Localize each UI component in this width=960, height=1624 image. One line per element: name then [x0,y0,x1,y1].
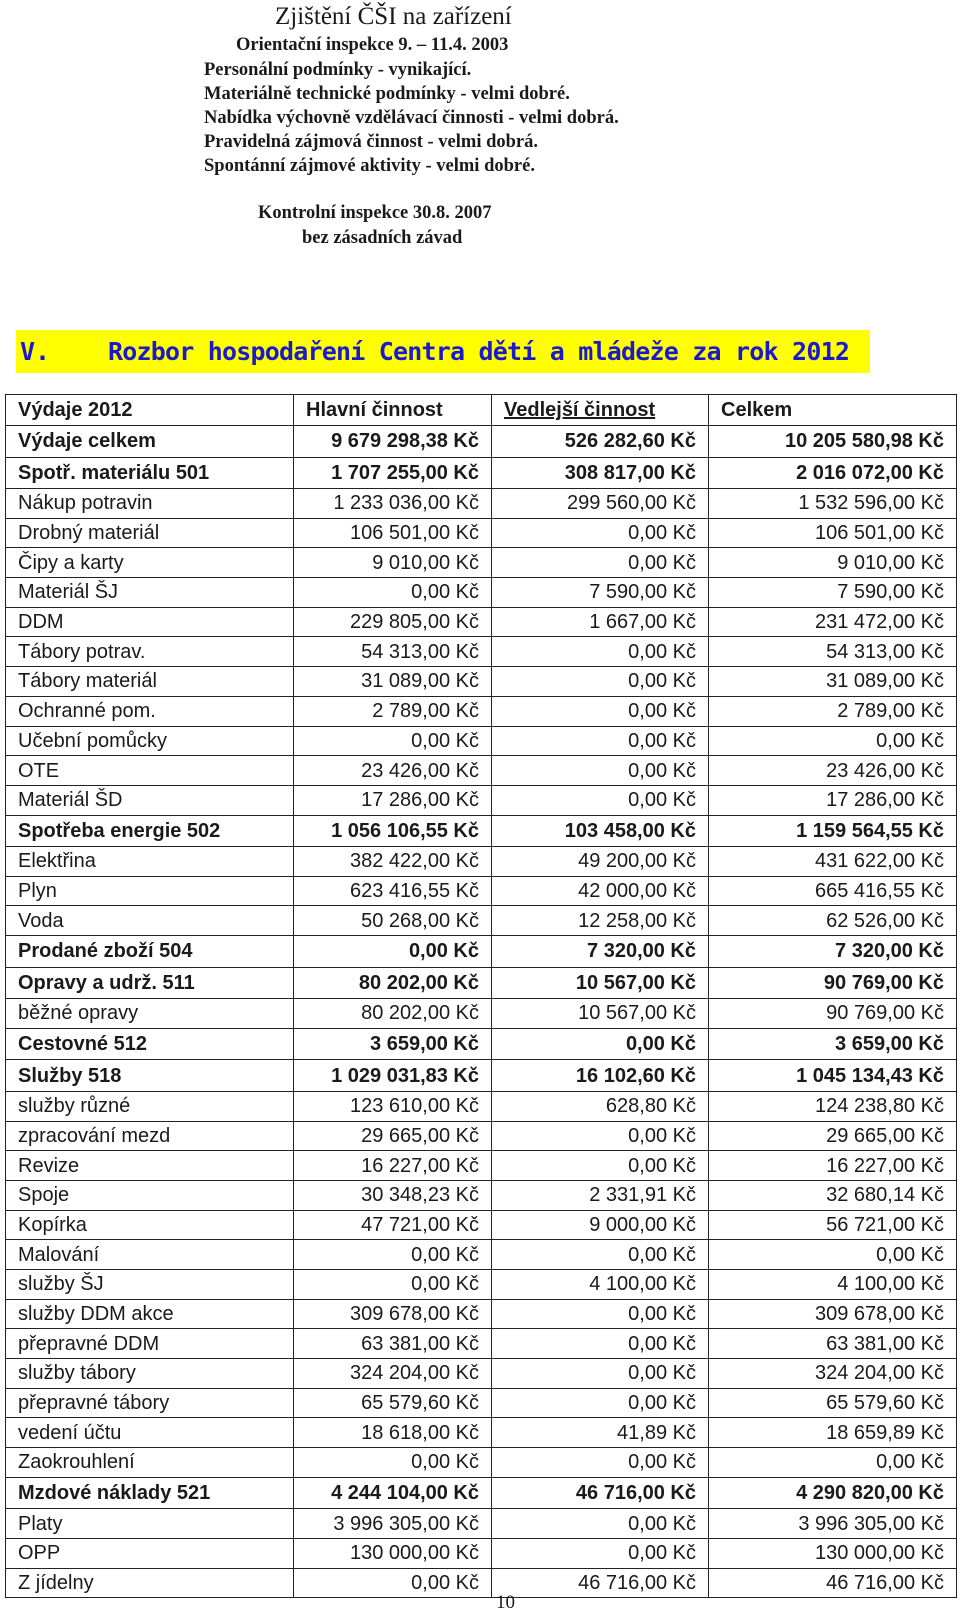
row-label: Z jídelny [6,1568,294,1598]
row-label: OPP [6,1538,294,1568]
table-row [6,1028,957,1060]
column-header: Hlavní činnost [294,395,492,426]
row-label: služby tábory [6,1359,294,1389]
amount-cell: 2 789,00 Kč [709,696,957,726]
amount-cell: 0,00 Kč [492,1028,709,1060]
amount-cell: 1 532 596,00 Kč [709,489,957,519]
amount-cell: 0,00 Kč [294,1240,492,1270]
amount-cell: 1 233 036,00 Kč [294,489,492,519]
row-label: služby ŠJ [6,1269,294,1299]
section-number: V. [20,337,51,366]
amount-cell: 16 227,00 Kč [709,1151,957,1181]
table-row [6,1568,957,1598]
amount-cell: 4 290 820,00 Kč [709,1477,957,1509]
amount-cell: 0,00 Kč [294,1568,492,1598]
amount-cell: 3 659,00 Kč [294,1028,492,1060]
expenses-table [5,394,957,1598]
amount-cell: 299 560,00 Kč [492,489,709,519]
row-label: Nákup potravin [6,489,294,519]
table-row [6,607,957,637]
amount-cell: 0,00 Kč [492,1509,709,1539]
amount-cell: 0,00 Kč [492,637,709,667]
amount-cell: 65 579,60 Kč [709,1388,957,1418]
amount-cell: 0,00 Kč [492,518,709,548]
table-row [6,578,957,608]
amount-cell: 56 721,00 Kč [709,1210,957,1240]
amount-cell: 42 000,00 Kč [492,876,709,906]
row-label: běžné opravy [6,999,294,1029]
amount-cell: 63 381,00 Kč [709,1329,957,1359]
amount-cell: 130 000,00 Kč [294,1538,492,1568]
table-row [6,1121,957,1151]
table-row [6,876,957,906]
row-label: Platy [6,1509,294,1539]
amount-cell: 31 089,00 Kč [709,667,957,697]
amount-cell: 46 716,00 Kč [492,1568,709,1598]
amount-cell: 229 805,00 Kč [294,607,492,637]
table-row [6,1060,957,1092]
column-header: Celkem [709,395,957,426]
amount-cell: 0,00 Kč [709,1448,957,1478]
row-label: DDM [6,607,294,637]
amount-cell: 1 159 564,55 Kč [709,815,957,847]
amount-cell: 18 659,89 Kč [709,1418,957,1448]
amount-cell: 17 286,00 Kč [709,785,957,815]
table-row [6,637,957,667]
table-row [6,1329,957,1359]
amount-cell: 9 000,00 Kč [492,1210,709,1240]
row-label: služby DDM akce [6,1299,294,1329]
amount-cell: 47 721,00 Kč [294,1210,492,1240]
table-row [6,726,957,756]
amount-cell: 0,00 Kč [492,1151,709,1181]
finding-line: Personální podmínky - vynikající. [204,60,472,80]
row-label: Voda [6,906,294,936]
amount-cell: 41,89 Kč [492,1418,709,1448]
amount-cell: 3 996 305,00 Kč [294,1509,492,1539]
table-row [6,1091,957,1121]
amount-cell: 9 010,00 Kč [294,548,492,578]
amount-cell: 2 016 072,00 Kč [709,457,957,489]
amount-cell: 0,00 Kč [492,1448,709,1478]
amount-cell: 0,00 Kč [492,726,709,756]
table-row [6,1269,957,1299]
row-label: Materiál ŠD [6,785,294,815]
amount-cell: 9 679 298,38 Kč [294,426,492,458]
orientation-inspection: Orientační inspekce 9. – 11.4. 2003 [236,35,509,55]
table-row [6,785,957,815]
amount-cell: 29 665,00 Kč [709,1121,957,1151]
amount-cell: 382 422,00 Kč [294,847,492,877]
amount-cell: 65 579,60 Kč [294,1388,492,1418]
row-label: zpracování mezd [6,1121,294,1151]
amount-cell: 16 227,00 Kč [294,1151,492,1181]
row-label: Revize [6,1151,294,1181]
amount-cell: 0,00 Kč [492,1121,709,1151]
amount-cell: 7 320,00 Kč [709,936,957,968]
row-label: Elektřina [6,847,294,877]
amount-cell: 10 205 580,98 Kč [709,426,957,458]
finding-line: Nabídka výchovně vzdělávací činnosti - velmi dobrá. [204,108,619,128]
amount-cell: 7 590,00 Kč [709,578,957,608]
amount-cell: 54 313,00 Kč [709,637,957,667]
amount-cell: 4 100,00 Kč [492,1269,709,1299]
amount-cell: 29 665,00 Kč [294,1121,492,1151]
amount-cell: 2 331,91 Kč [492,1180,709,1210]
table-row [6,548,957,578]
row-label: Malování [6,1240,294,1270]
row-label: přepravné tábory [6,1388,294,1418]
amount-cell: 0,00 Kč [492,696,709,726]
amount-cell: 324 204,00 Kč [709,1359,957,1389]
amount-cell: 80 202,00 Kč [294,967,492,999]
amount-cell: 50 268,00 Kč [294,906,492,936]
table-row [6,847,957,877]
amount-cell: 628,80 Kč [492,1091,709,1121]
amount-cell: 0,00 Kč [492,785,709,815]
table-row [6,999,957,1029]
section-heading [16,330,870,373]
amount-cell: 23 426,00 Kč [294,756,492,786]
amount-cell: 0,00 Kč [294,578,492,608]
column-header: Vedlejší činnost [492,395,709,426]
section-title: Rozbor hospodaření Centra dětí a mládeže za rok 2012 [108,337,850,366]
amount-cell: 23 426,00 Kč [709,756,957,786]
row-label: Spotřeba energie 502 [6,815,294,847]
amount-cell: 49 200,00 Kč [492,847,709,877]
amount-cell: 2 789,00 Kč [294,696,492,726]
row-label: Opravy a udrž. 511 [6,967,294,999]
amount-cell: 1 707 255,00 Kč [294,457,492,489]
finding-line: Pravidelná zájmová činnost - velmi dobrá. [204,132,539,152]
row-label: Materiál ŠJ [6,578,294,608]
amount-cell: 0,00 Kč [492,667,709,697]
row-label: Čipy a karty [6,548,294,578]
table-row [6,696,957,726]
table-row [6,1418,957,1448]
row-label: přepravné DDM [6,1329,294,1359]
amount-cell: 0,00 Kč [492,1388,709,1418]
amount-cell: 309 678,00 Kč [709,1299,957,1329]
row-label: vedení účtu [6,1418,294,1448]
row-label: Tábory materiál [6,667,294,697]
table-row [6,967,957,999]
amount-cell: 0,00 Kč [492,756,709,786]
table-row [6,667,957,697]
amount-cell: 30 348,23 Kč [294,1180,492,1210]
amount-cell: 7 320,00 Kč [492,936,709,968]
table-row [6,1448,957,1478]
amount-cell: 1 045 134,43 Kč [709,1060,957,1092]
amount-cell: 90 769,00 Kč [709,967,957,999]
table-row [6,906,957,936]
amount-cell: 17 286,00 Kč [294,785,492,815]
table-row [6,518,957,548]
amount-cell: 1 667,00 Kč [492,607,709,637]
amount-cell: 431 622,00 Kč [709,847,957,877]
row-label: Zaokrouhlení [6,1448,294,1478]
amount-cell: 4 100,00 Kč [709,1269,957,1299]
amount-cell: 0,00 Kč [492,1359,709,1389]
row-label: Spotř. materiálu 501 [6,457,294,489]
amount-cell: 0,00 Kč [294,726,492,756]
control-result: bez zásadních závad [302,228,463,248]
inspection-title: Zjištění ČŠI na zařízení [275,3,512,30]
table-row [6,1210,957,1240]
amount-cell: 623 416,55 Kč [294,876,492,906]
table-row [6,426,957,458]
amount-cell: 46 716,00 Kč [492,1477,709,1509]
table-row [6,936,957,968]
amount-cell: 0,00 Kč [492,548,709,578]
amount-cell: 3 659,00 Kč [709,1028,957,1060]
amount-cell: 106 501,00 Kč [709,518,957,548]
amount-cell: 1 056 106,55 Kč [294,815,492,847]
table-row [6,1240,957,1270]
amount-cell: 32 680,14 Kč [709,1180,957,1210]
control-inspection: Kontrolní inspekce 30.8. 2007 [258,203,492,223]
amount-cell: 4 244 104,00 Kč [294,1477,492,1509]
row-label: Plyn [6,876,294,906]
amount-cell: 665 416,55 Kč [709,876,957,906]
row-label: OTE [6,756,294,786]
amount-cell: 0,00 Kč [709,1240,957,1270]
amount-cell: 103 458,00 Kč [492,815,709,847]
amount-cell: 324 204,00 Kč [294,1359,492,1389]
amount-cell: 31 089,00 Kč [294,667,492,697]
amount-cell: 130 000,00 Kč [709,1538,957,1568]
table-row [6,756,957,786]
amount-cell: 10 567,00 Kč [492,967,709,999]
amount-cell: 12 258,00 Kč [492,906,709,936]
table-row [6,1359,957,1389]
amount-cell: 124 238,80 Kč [709,1091,957,1121]
table-row [6,457,957,489]
amount-cell: 0,00 Kč [492,1240,709,1270]
amount-cell: 1 029 031,83 Kč [294,1060,492,1092]
amount-cell: 62 526,00 Kč [709,906,957,936]
amount-cell: 16 102,60 Kč [492,1060,709,1092]
amount-cell: 80 202,00 Kč [294,999,492,1029]
amount-cell: 90 769,00 Kč [709,999,957,1029]
row-label: Učební pomůcky [6,726,294,756]
amount-cell: 0,00 Kč [492,1329,709,1359]
amount-cell: 9 010,00 Kč [709,548,957,578]
amount-cell: 18 618,00 Kč [294,1418,492,1448]
row-label: Mzdové náklady 521 [6,1477,294,1509]
amount-cell: 63 381,00 Kč [294,1329,492,1359]
table-row [6,489,957,519]
amount-cell: 0,00 Kč [492,1538,709,1568]
table-row [6,1180,957,1210]
column-header: Výdaje 2012 [6,395,294,426]
row-label: Drobný materiál [6,518,294,548]
amount-cell: 10 567,00 Kč [492,999,709,1029]
amount-cell: 123 610,00 Kč [294,1091,492,1121]
table-row [6,1509,957,1539]
finding-line: Materiálně technické podmínky - velmi dobré. [204,84,570,104]
row-label: Ochranné pom. [6,696,294,726]
table-row [6,1299,957,1329]
amount-cell: 0,00 Kč [492,1299,709,1329]
amount-cell: 7 590,00 Kč [492,578,709,608]
amount-cell: 0,00 Kč [294,1269,492,1299]
row-label: služby různé [6,1091,294,1121]
page-number: 10 [496,1592,515,1613]
table-row [6,1538,957,1568]
finding-line: Spontánní zájmové aktivity - velmi dobré. [204,156,535,176]
table-row [6,815,957,847]
amount-cell: 308 817,00 Kč [492,457,709,489]
table-header-row [6,395,957,426]
amount-cell: 0,00 Kč [709,726,957,756]
amount-cell: 309 678,00 Kč [294,1299,492,1329]
amount-cell: 46 716,00 Kč [709,1568,957,1598]
amount-cell: 0,00 Kč [294,936,492,968]
amount-cell: 54 313,00 Kč [294,637,492,667]
table-row [6,1388,957,1418]
row-label: Kopírka [6,1210,294,1240]
amount-cell: 0,00 Kč [294,1448,492,1478]
row-label: Spoje [6,1180,294,1210]
amount-cell: 231 472,00 Kč [709,607,957,637]
row-label: Cestovné 512 [6,1028,294,1060]
table-row [6,1477,957,1509]
table-row [6,1151,957,1181]
amount-cell: 526 282,60 Kč [492,426,709,458]
row-label: Prodané zboží 504 [6,936,294,968]
row-label: Služby 518 [6,1060,294,1092]
amount-cell: 106 501,00 Kč [294,518,492,548]
row-label: Tábory potrav. [6,637,294,667]
amount-cell: 3 996 305,00 Kč [709,1509,957,1539]
row-label: Výdaje celkem [6,426,294,458]
